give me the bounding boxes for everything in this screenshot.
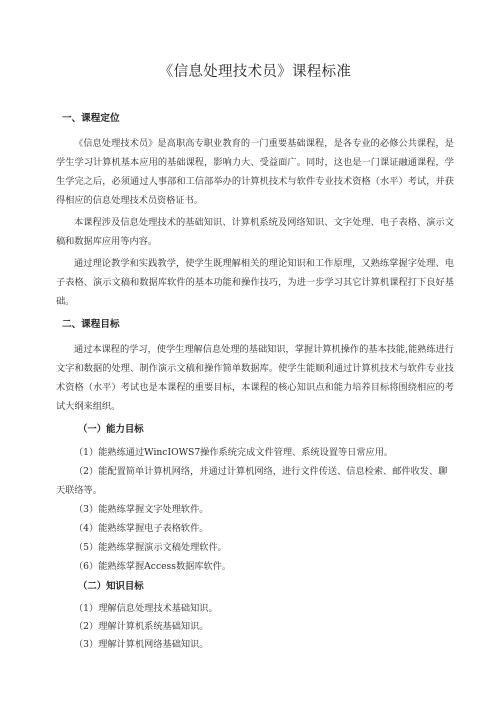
paragraph: 通过本课程的学习，使学生理解信息处理的基础知识，掌握计算机操作的基本技能,能熟练进行文字和数据的处理、制作演示文稿和操作简单数据库。使学生能顺利通过计算机技术与软件专业技术资格（水平）考试也是本课程的重要目标，本课程的核心知识点和能力培养目标将围绕相应的考试大纲来组织。	[56, 344, 454, 412]
subheading-knowledge-objectives: （二）知识目标	[78, 581, 144, 592]
list-item: （6）能熟练掌握Access数据库软件。	[74, 561, 232, 572]
list-item: （2）能配置简单计算机网络，并通过计算机网络，进行文件传送、信息检索、邮件收发、聊天联络等。	[56, 466, 448, 496]
document-title: 《信息处理技术员》课程标准	[158, 64, 352, 80]
list-item: （3）能熟练掌握文字处理软件。	[74, 504, 209, 515]
list-item: （2）理解计算机系统基础知识。	[74, 621, 209, 632]
section-heading-course-positioning: 一、课程定位	[62, 113, 120, 124]
list-item: （4）能熟练掌握电子表格软件。	[74, 523, 209, 534]
section-heading-course-objectives: 二、课程目标	[62, 319, 120, 330]
list-item: （3）理解计算机网络基础知识。	[74, 639, 209, 650]
list-item: （1）理解信息处理技术基础知识。	[74, 603, 218, 614]
list-item: （5）能熟练掌握演示文稿处理软件。	[74, 542, 227, 553]
paragraph: 本课程涉及信息处理技术的基础知识、计算机系统及网络知识、文字处理、电子表格、演示文稿和数据库应用等内容。	[56, 217, 454, 247]
subheading-ability-objectives: （一）能力目标	[78, 424, 144, 435]
paragraph: 《信息处理技术员》是高职高专职业教育的一门重要基础课程，是各专业的必修公共课程，是学生学习计算机基本应用的基础课程，影响力大、受益面广。同时，这也是一门课证融通课程，学生学完之后，必须通过人事部和工信部举办的计算机技术与软件专业技术资格（水平）考试，并获得相应的信息处理技术员资格证书。	[56, 138, 454, 206]
paragraph: 通过理论教学和实践教学，使学生既理解相关的理论知识和工作原理，又熟练掌握字处理、电子表格、演示文稿和数据库软件的基本功能和操作技巧，为进一步学习其它计算机课程打下良好基础。	[56, 258, 454, 307]
list-item: （1）能熟练通过WincIOWS7操作系统完成文件管理、系统设置等日常应用。	[74, 447, 394, 458]
